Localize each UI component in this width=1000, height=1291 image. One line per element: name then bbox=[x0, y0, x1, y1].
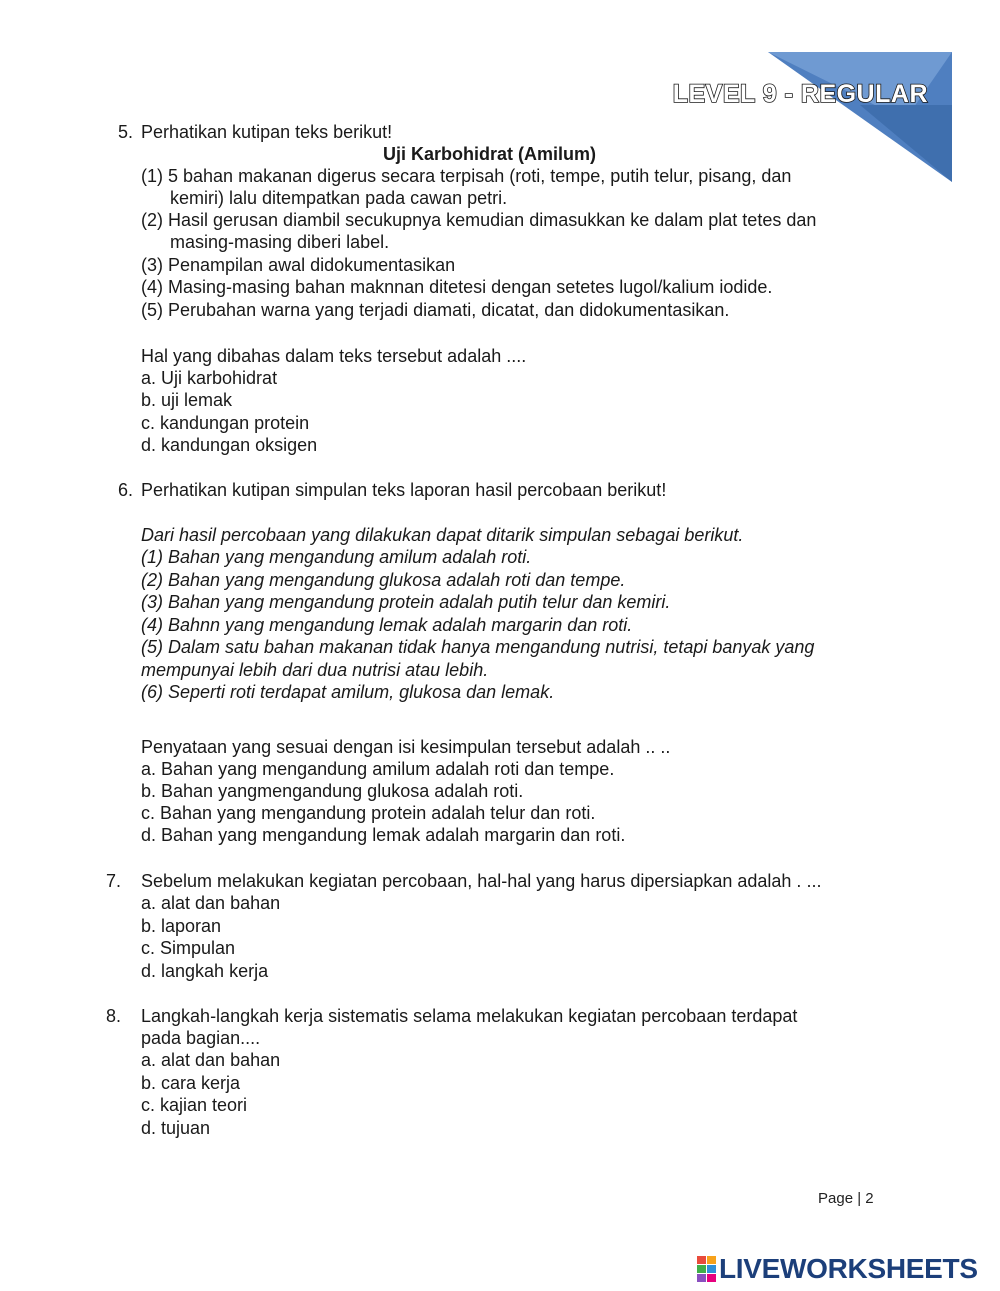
q7-question: Sebelum melakukan kegiatan percobaan, hal-hal yang harus dipersiapkan adalah . ... bbox=[141, 871, 822, 891]
q6-option-a[interactable]: a. Bahan yang mengandung amilum adalah roti dan tempe. bbox=[141, 759, 615, 779]
q8-option-c[interactable]: c. kajian teori bbox=[141, 1095, 248, 1115]
q5-step: (2) Hasil gerusan diambil secukupnya kemudian dimasukkan ke dalam plat tetes dan bbox=[141, 210, 817, 230]
q5-step: (4) Masing-masing bahan maknnan ditetesi dengan setetes lugol/kalium iodide. bbox=[141, 277, 773, 297]
q8-question-line: pada bagian.... bbox=[141, 1028, 261, 1048]
level-title: LEVEL 9 - REGULAR bbox=[672, 80, 928, 108]
q6-passage-line: (2) Bahan yang mengandung glukosa adalah roti dan tempe. bbox=[141, 570, 626, 590]
logo-text: LIVEWORKSHEETS bbox=[719, 1253, 978, 1284]
q5-option-c[interactable]: c. kandungan protein bbox=[141, 413, 310, 433]
logo-blocks-icon bbox=[697, 1256, 716, 1282]
q5-option-b[interactable]: b. uji lemak bbox=[141, 390, 233, 410]
q5-step: kemiri) lalu ditempatkan pada cawan petri. bbox=[170, 188, 508, 208]
q8-number: 8. bbox=[106, 1006, 122, 1026]
q6-passage-line: (1) Bahan yang mengandung amilum adalah roti. bbox=[141, 547, 532, 567]
q5-option-d[interactable]: d. kandungan oksigen bbox=[141, 435, 318, 455]
q5-option-a[interactable]: a. Uji karbohidrat bbox=[141, 368, 278, 388]
q6-passage-line: Dari hasil percobaan yang dilakukan dapat ditarik simpulan sebagai berikut. bbox=[141, 525, 744, 545]
q6-option-b[interactable]: b. Bahan yangmengandung glukosa adalah roti. bbox=[141, 781, 524, 801]
liveworksheets-logo[interactable] bbox=[697, 1255, 978, 1283]
q7-option-d[interactable]: d. langkah kerja bbox=[141, 961, 269, 981]
q5-step: masing-masing diberi label. bbox=[170, 232, 390, 252]
q7-option-c[interactable]: c. Simpulan bbox=[141, 938, 236, 958]
q6-passage-line: (3) Bahan yang mengandung protein adalah putih telur dan kemiri. bbox=[141, 592, 671, 612]
q7-option-b[interactable]: b. laporan bbox=[141, 916, 222, 936]
q5-step: (5) Perubahan warna yang terjadi diamati, dicatat, dan didokumentasikan. bbox=[141, 300, 730, 320]
q7-number: 7. bbox=[106, 871, 122, 891]
q5-step: (3) Penampilan awal didokumentasikan bbox=[141, 255, 456, 275]
q5-prompt: Perhatikan kutipan teks berikut! bbox=[141, 122, 393, 142]
q8-option-d[interactable]: d. tujuan bbox=[141, 1118, 211, 1138]
q5-number: 5. bbox=[118, 122, 134, 142]
q6-question: Penyataan yang sesuai dengan isi kesimpulan tersebut adalah .. .. bbox=[141, 737, 671, 757]
q6-number: 6. bbox=[118, 480, 134, 500]
q6-passage-line: (5) Dalam satu bahan makanan tidak hanya mengandung nutrisi, tetapi banyak yang bbox=[141, 637, 815, 657]
q6-prompt: Perhatikan kutipan simpulan teks laporan hasil percobaan berikut! bbox=[141, 480, 667, 500]
q6-passage-line: (4) Bahnn yang mengandung lemak adalah margarin dan roti. bbox=[141, 615, 633, 635]
q5-question: Hal yang dibahas dalam teks tersebut adalah .... bbox=[141, 346, 527, 366]
q8-option-b[interactable]: b. cara kerja bbox=[141, 1073, 241, 1093]
q7-option-a[interactable]: a. alat dan bahan bbox=[141, 893, 281, 913]
q8-question-line: Langkah-langkah kerja sistematis selama melakukan kegiatan percobaan terdapat bbox=[141, 1006, 798, 1026]
page-number: Page | 2 bbox=[818, 1190, 874, 1207]
q6-passage-line: mempunyai lebih dari dua nutrisi atau lebih. bbox=[141, 660, 489, 680]
q8-option-a[interactable]: a. alat dan bahan bbox=[141, 1050, 281, 1070]
q6-passage-line: (6) Seperti roti terdapat amilum, glukosa dan lemak. bbox=[141, 682, 555, 702]
q5-step: (1) 5 bahan makanan digerus secara terpisah (roti, tempe, putih telur, pisang, dan bbox=[141, 166, 792, 186]
q6-option-d[interactable]: d. Bahan yang mengandung lemak adalah margarin dan roti. bbox=[141, 825, 626, 845]
q6-option-c[interactable]: c. Bahan yang mengandung protein adalah telur dan roti. bbox=[141, 803, 596, 823]
q5-title: Uji Karbohidrat (Amilum) bbox=[383, 144, 597, 164]
